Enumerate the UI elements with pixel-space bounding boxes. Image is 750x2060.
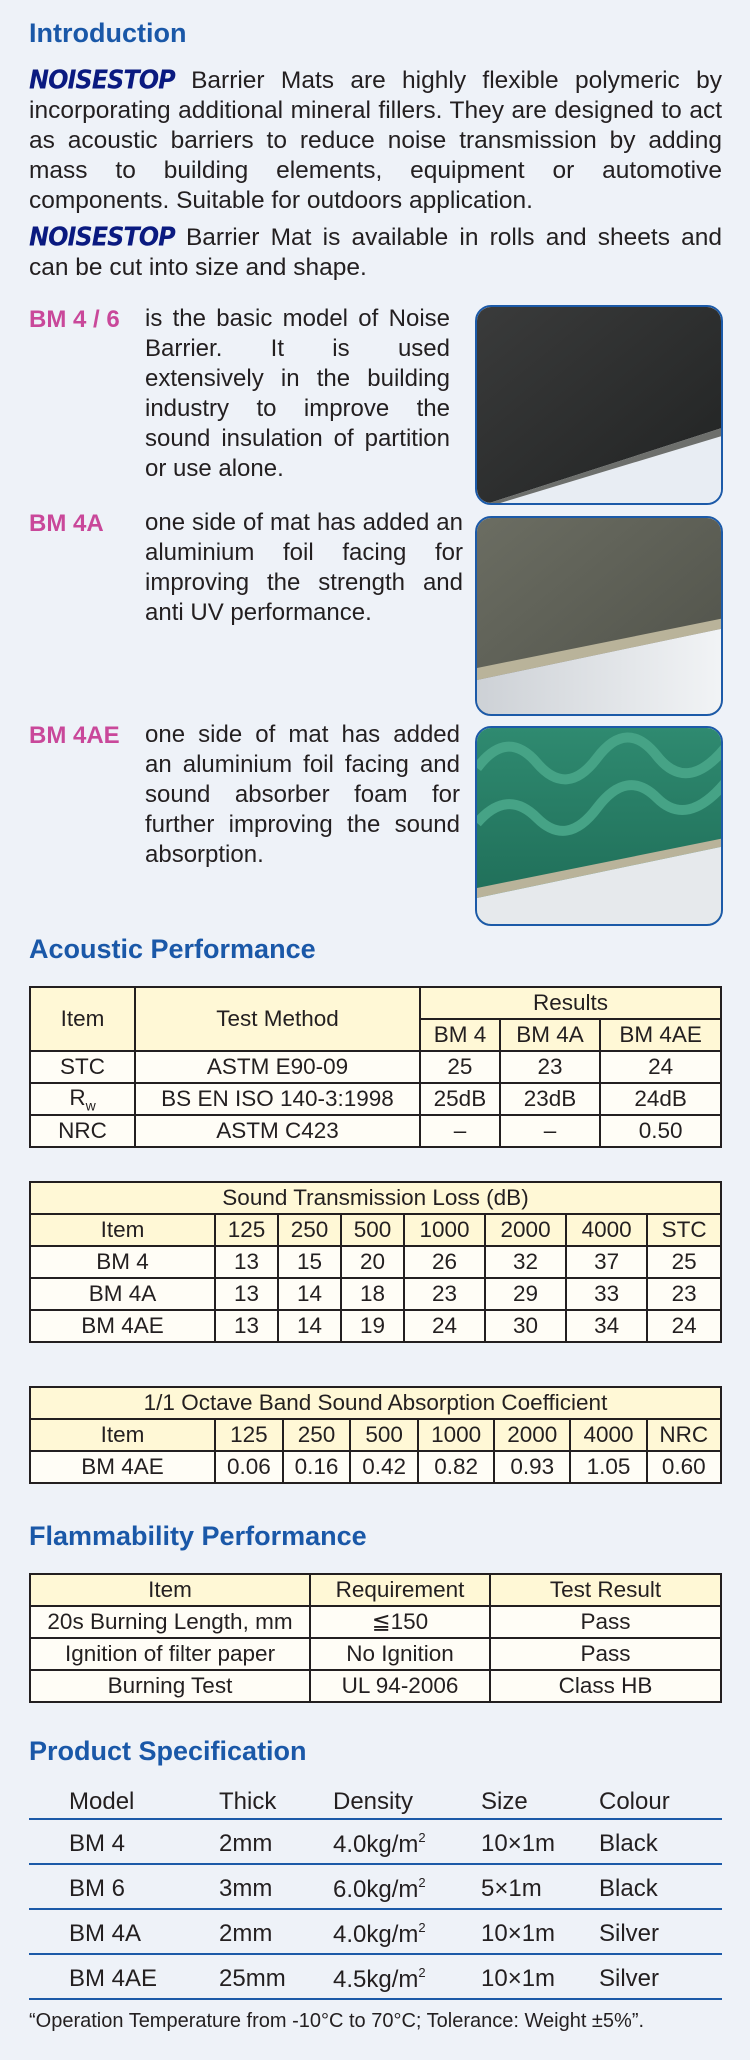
cell: 14 [278, 1310, 341, 1342]
cell: 23 [500, 1051, 600, 1083]
header-row [30, 1574, 721, 1606]
header-cell: 500 [350, 1419, 418, 1451]
model-desc-bm4a: one side of mat has added an aluminium foil facing for improving the strength and anti UV performance. [145, 509, 463, 626]
spec-model: BM 4A [69, 1920, 142, 1947]
spec-header-1: Thick [219, 1788, 277, 1815]
density-value: 4.0 [333, 1921, 367, 1948]
table-row [30, 1670, 721, 1702]
table-row [30, 1246, 721, 1278]
header-cell: 250 [283, 1419, 351, 1451]
header-cell: Item [30, 1419, 215, 1451]
bm4a-photo [475, 516, 723, 716]
spec-model: BM 4 [69, 1830, 126, 1857]
table-row [30, 1083, 721, 1115]
header-cell: 1000 [418, 1419, 494, 1451]
acoustic-results-header: Results [420, 987, 721, 1019]
spec-model: BM 4AE [69, 1965, 158, 1992]
intro-text-1: Barrier Mats are highly flexible polymeric by incorporating additional mineral fillers. They are designed to act as acoustic barriers to reduce noise transmission by adding mass to building elements, equipment or automotive components. Suitable for outdoors application. [29, 67, 722, 214]
cell: 18 [341, 1278, 404, 1310]
spec-size: 5×1m [481, 1875, 542, 1902]
cell: Class HB [490, 1670, 721, 1702]
cell: UL 94-2006 [310, 1670, 490, 1702]
intro-paragraph-1 [29, 65, 722, 216]
spec-header-2: Density [333, 1788, 414, 1815]
density-value: 4.0 [333, 1831, 367, 1858]
spec-note: “Operation Temperature from -10°C to 70°C; Tolerance: Weight ±5%”. [29, 2010, 645, 2032]
header-cell: 4000 [570, 1419, 646, 1451]
cell: 19 [341, 1310, 404, 1342]
header-cell: 2000 [494, 1419, 570, 1451]
header-cell: 250 [278, 1214, 341, 1246]
density-unit: kg/m [366, 1966, 419, 1993]
absorption-table [29, 1386, 722, 1484]
spec-thick: 3mm [219, 1875, 273, 1902]
header-cell: Requirement [310, 1574, 490, 1606]
spec-header-0: Model [69, 1788, 135, 1815]
cell: 13 [215, 1278, 278, 1310]
table-row [30, 1606, 721, 1638]
model-code-bm46: BM 4 / 6 [29, 306, 120, 333]
cell: – [420, 1115, 500, 1147]
spec-colour: Black [599, 1875, 658, 1902]
header-cell: STC [647, 1214, 721, 1246]
acoustic-table [29, 986, 722, 1148]
model-code-bm4a: BM 4A [29, 510, 104, 537]
cell: 26 [404, 1246, 485, 1278]
density-value: 4.5 [333, 1966, 367, 1993]
header-cell: Item [30, 1214, 215, 1246]
density-unit: kg/m [366, 1876, 419, 1903]
density-value: 6.0 [333, 1876, 367, 1903]
intro-text-2: Barrier Mat is available in rolls and sheets and can be cut into size and shape. [29, 224, 723, 281]
cell: 33 [566, 1278, 647, 1310]
spec-header-row [29, 1778, 722, 1820]
cell: 25 [420, 1051, 500, 1083]
spec-row [29, 1955, 722, 2000]
table-row [30, 1278, 721, 1310]
brand-logo-2: NOISESTOP [29, 221, 175, 253]
spec-density [333, 1965, 426, 1994]
spec-size: 10×1m [481, 1920, 556, 1947]
spec-density [333, 1920, 426, 1949]
spec-colour: Silver [599, 1965, 660, 1992]
spec-header-4: Colour [599, 1788, 670, 1815]
flammability-table [29, 1573, 722, 1703]
spec-table [29, 1778, 722, 2000]
acoustic-item-header: Item [30, 987, 135, 1051]
col-bm4: BM 4 [420, 1019, 500, 1051]
cell: BM 4 [30, 1246, 215, 1278]
table-row [30, 1051, 721, 1083]
cell: 24 [600, 1051, 721, 1083]
cell: No Ignition [310, 1638, 490, 1670]
model-desc-bm46: is the basic model of Noise Barrier. It is used extensively in the building industry to improve the sound insulation of partition or use alone. [145, 305, 450, 482]
header-cell: Test Result [490, 1574, 721, 1606]
bm46-photo [475, 305, 723, 505]
absorption-title: 1/1 Octave Band Sound Absorption Coefficient [30, 1387, 721, 1419]
spec-thick: 2mm [219, 1920, 273, 1947]
cell: $R_w$ [30, 1083, 135, 1115]
density-exp: 2 [418, 1830, 426, 1845]
cell: 25dB [420, 1083, 500, 1115]
table-row [30, 1451, 721, 1483]
cell: 15 [278, 1246, 341, 1278]
cell: Ignition of filter paper [30, 1638, 310, 1670]
cell: 23dB [500, 1083, 600, 1115]
table-row [30, 1310, 721, 1342]
spec-heading: Product Specification [29, 1736, 307, 1766]
density-unit: kg/m [366, 1921, 419, 1948]
spec-thick: 25mm [219, 1965, 286, 1992]
header-cell: Item [30, 1574, 310, 1606]
cell: 23 [647, 1278, 721, 1310]
header-row [30, 1214, 721, 1246]
table-row [30, 1638, 721, 1670]
cell: 1.05 [570, 1451, 646, 1483]
density-unit: kg/m [366, 1831, 419, 1858]
cell: 37 [566, 1246, 647, 1278]
cell: 20 [341, 1246, 404, 1278]
header-cell: NRC [647, 1419, 721, 1451]
spec-row [29, 1820, 722, 1865]
header-cell: 4000 [566, 1214, 647, 1246]
cell: STC [30, 1051, 135, 1083]
cell: 0.60 [647, 1451, 721, 1483]
spec-header-3: Size [481, 1788, 528, 1815]
cell: 13 [215, 1246, 278, 1278]
spec-row [29, 1865, 722, 1910]
cell: BM 4AE [30, 1310, 215, 1342]
cell: 32 [485, 1246, 566, 1278]
cell: 29 [485, 1278, 566, 1310]
cell: 0.82 [418, 1451, 494, 1483]
col-bm4ae: BM 4AE [600, 1019, 721, 1051]
spec-thick: 2mm [219, 1830, 273, 1857]
spec-colour: Silver [599, 1920, 660, 1947]
cell: Pass [490, 1606, 721, 1638]
cell: 0.93 [494, 1451, 570, 1483]
flammability-heading: Flammability Performance [29, 1521, 367, 1551]
cell: 25 [647, 1246, 721, 1278]
foam-mat-image [477, 728, 723, 926]
header-row [30, 1419, 721, 1451]
header-cell: 2000 [485, 1214, 566, 1246]
cell: 24 [404, 1310, 485, 1342]
cell: BM 4AE [30, 1451, 215, 1483]
stl-table [29, 1181, 722, 1343]
density-exp: 2 [418, 1920, 426, 1935]
spec-density [333, 1830, 426, 1859]
spec-model: BM 6 [69, 1875, 126, 1902]
cell: 24dB [600, 1083, 721, 1115]
spec-colour: Black [599, 1830, 658, 1857]
spec-row [29, 1910, 722, 1955]
col-bm4a: BM 4A [500, 1019, 600, 1051]
spec-density [333, 1875, 426, 1904]
intro-paragraph-2 [29, 222, 722, 283]
foil-mat-image [477, 518, 723, 716]
cell: 30 [485, 1310, 566, 1342]
cell: Pass [490, 1638, 721, 1670]
cell: 13 [215, 1310, 278, 1342]
intro-heading: Introduction [29, 18, 187, 48]
header-cell: 500 [341, 1214, 404, 1246]
stl-title: Sound Transmission Loss (dB) [30, 1182, 721, 1214]
acoustic-method-header: Test Method [135, 987, 420, 1051]
density-exp: 2 [418, 1965, 426, 1980]
header-cell: 125 [215, 1214, 278, 1246]
cell: 0.16 [283, 1451, 351, 1483]
spec-size: 10×1m [481, 1965, 556, 1992]
acoustic-heading: Acoustic Performance [29, 934, 316, 964]
cell: 14 [278, 1278, 341, 1310]
cell: – [500, 1115, 600, 1147]
cell: 0.06 [215, 1451, 283, 1483]
cell: 23 [404, 1278, 485, 1310]
table-row [30, 1115, 721, 1147]
cell: Burning Test [30, 1670, 310, 1702]
brand-logo: NOISESTOP [29, 64, 175, 96]
cell: 0.42 [350, 1451, 418, 1483]
cell: 24 [647, 1310, 721, 1342]
model-desc-bm4ae: one side of mat has added an aluminium foil facing and sound absorber foam for further improving the sound absorption. [145, 721, 460, 868]
cell: 34 [566, 1310, 647, 1342]
cell: ASTM E90-09 [135, 1051, 420, 1083]
cell: BS EN ISO 140-3:1998 [135, 1083, 420, 1115]
cell: 0.50 [600, 1115, 721, 1147]
density-exp: 2 [418, 1875, 426, 1890]
cell: NRC [30, 1115, 135, 1147]
spec-size: 10×1m [481, 1830, 556, 1857]
cell: BM 4A [30, 1278, 215, 1310]
black-mat-image [477, 307, 723, 505]
cell: ≦150 [310, 1606, 490, 1638]
bm4ae-photo [475, 726, 723, 926]
cell: 20s Burning Length, mm [30, 1606, 310, 1638]
model-code-bm4ae: BM 4AE [29, 722, 120, 749]
cell: ASTM C423 [135, 1115, 420, 1147]
header-cell: 1000 [404, 1214, 485, 1246]
header-cell: 125 [215, 1419, 283, 1451]
